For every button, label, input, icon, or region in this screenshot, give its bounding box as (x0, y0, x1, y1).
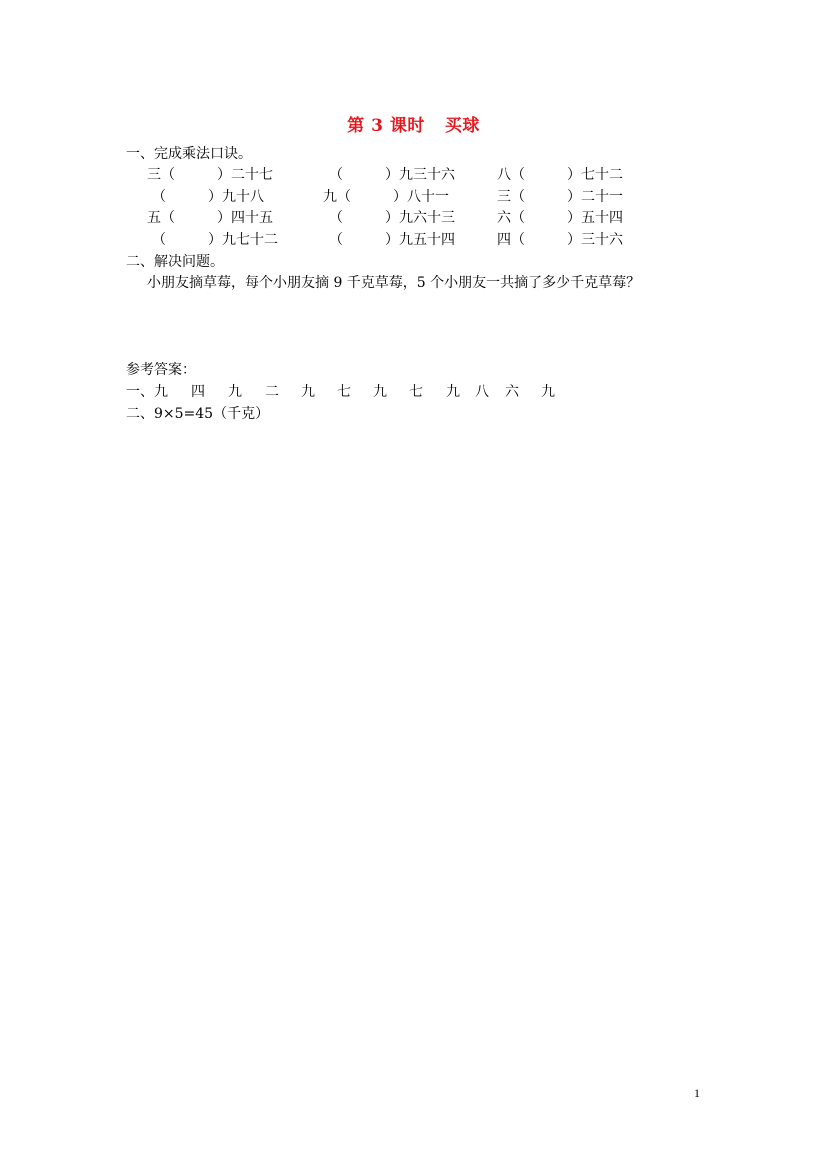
answer1-item: 九 (373, 384, 387, 400)
title-topic: 买球 (444, 116, 480, 136)
title-lesson: 第 3 课时 (347, 116, 425, 136)
exercise-r4-c1: （ ）九七十二 (152, 232, 278, 248)
exercise-r2-c2: 九（ ）八十一 (323, 189, 449, 205)
answer1-item: 九 (228, 384, 242, 400)
answer1-prefix: 一、 (126, 384, 154, 400)
answer1-item: 九 (446, 384, 460, 400)
answer1-item: 四 (191, 384, 205, 400)
section1-heading: 一、完成乘法口诀。 (126, 146, 252, 162)
answer1-item: 二 (265, 384, 279, 400)
answer1-item: 八 (475, 384, 489, 400)
exercise-r4-c2: （ ）九五十四 (329, 232, 455, 248)
answer1-item: 九 (541, 384, 555, 400)
exercise-r2-c1: （ ）九十八 (152, 189, 264, 205)
exercise-r3-c1: 五（ ）四十五 (147, 210, 273, 226)
page-title (0, 111, 827, 136)
exercise-r3-c3: 六（ ）五十四 (497, 210, 623, 226)
answer2: 二、9×5=45（千克） (126, 406, 270, 422)
word-problem: 小朋友摘草莓，每个小朋友摘 9 千克草莓，5 个小朋友一共摘了多少千克草莓？ (147, 275, 641, 291)
section2-heading: 二、解决问题。 (126, 254, 224, 270)
exercise-r4-c3: 四（ ）三十六 (497, 232, 623, 248)
exercise-r1-c2: （ ）九三十六 (329, 167, 455, 183)
exercise-r1-c3: 八（ ）七十二 (497, 167, 623, 183)
page-number: 1 (694, 1086, 700, 1100)
answer-heading: 参考答案： (126, 362, 196, 378)
answer1-item: 七 (409, 384, 423, 400)
answer1-item: 七 (337, 384, 351, 400)
answer1-item: 九 (301, 384, 315, 400)
answer1-item: 九 (154, 384, 168, 400)
exercise-r2-c3: 三（ ）二十一 (497, 189, 623, 205)
exercise-r1-c1: 三（ ）二十七 (147, 167, 273, 183)
answer1-item: 六 (505, 384, 519, 400)
exercise-r3-c2: （ ）九六十三 (329, 210, 455, 226)
